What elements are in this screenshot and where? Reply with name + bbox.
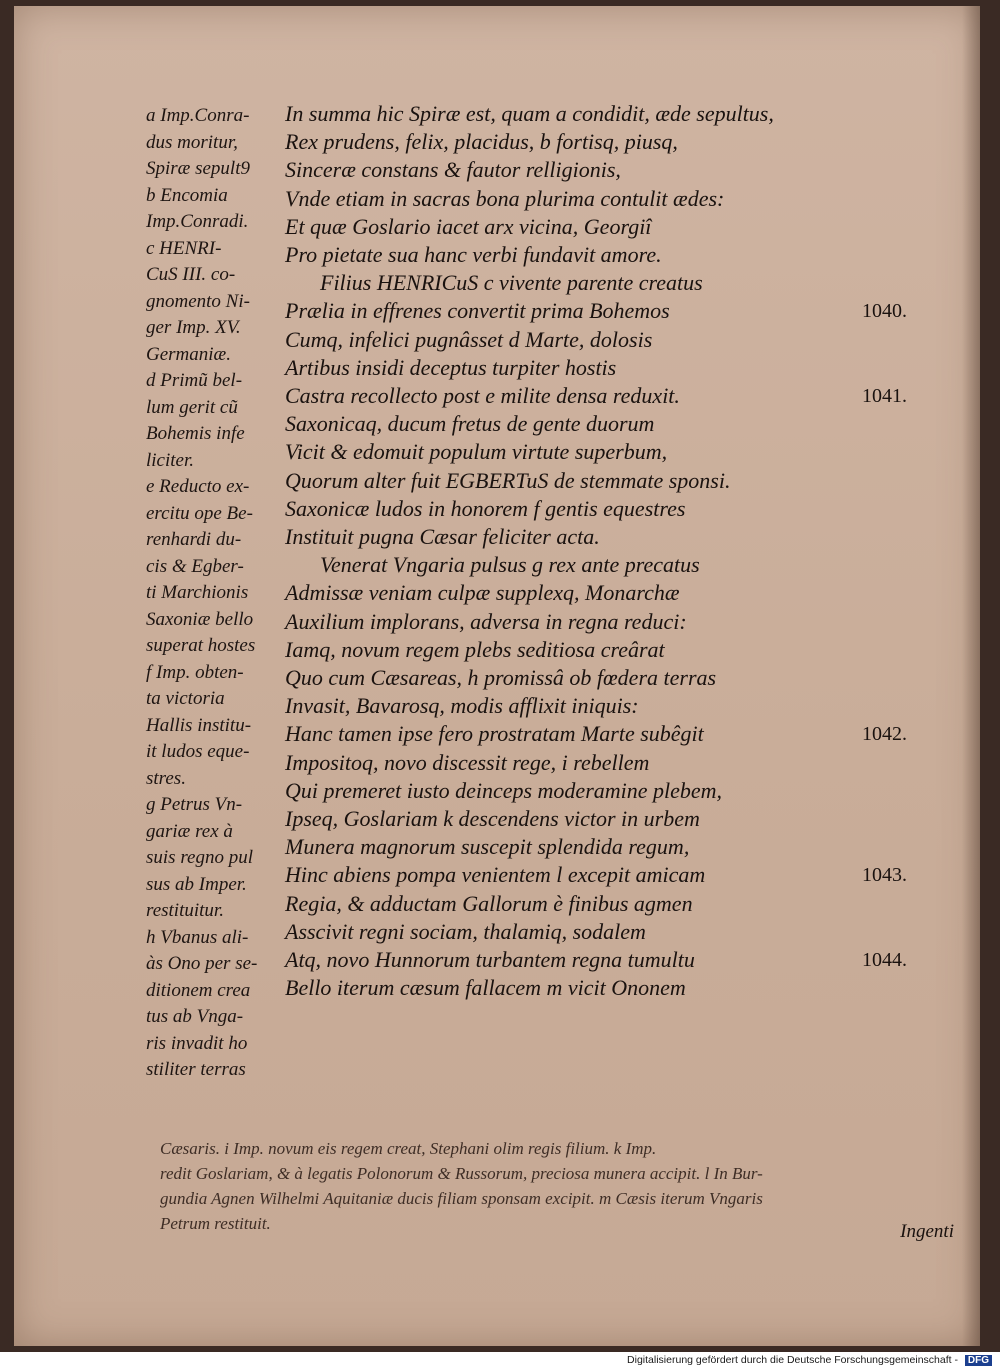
margin-note-line: às Ono per se- bbox=[146, 953, 258, 974]
verse-line: Filius HENRICuS c vivente parente creatus bbox=[320, 270, 703, 296]
margin-note-line: b Encomia bbox=[146, 184, 228, 206]
verse-line: Auxilium implorans, adversa in regna reduci: bbox=[285, 608, 687, 634]
margin-note-line: cis & Egber- bbox=[146, 555, 244, 577]
footer-credit-text: Digitalisierung gefördert durch die Deutsche Forschungsgemeinschaft - bbox=[627, 1354, 958, 1366]
margin-note-line: ris invadit ho bbox=[146, 1032, 248, 1054]
margin-note-line: ercitu ope Be- bbox=[146, 502, 253, 524]
verse-line: Regia, & adductam Gallorum è finibus agmen bbox=[285, 890, 693, 916]
verse-line: Quo cum Cæsareas, h promissâ ob fœdera terras bbox=[285, 665, 717, 691]
margin-note-line: renhardi du- bbox=[146, 529, 242, 550]
verse-line: Admissæ veniam culpæ supplexq, Monarchæ bbox=[285, 580, 680, 606]
margin-note-line: f Imp. obten- bbox=[146, 661, 244, 683]
year-marker: 1041. bbox=[862, 385, 907, 407]
verse-line: Saxonicaq, ducum fretus de gente duorum bbox=[285, 411, 655, 437]
margin-note-line: CuS III. co- bbox=[146, 264, 236, 285]
margin-note-line: it ludos eque- bbox=[146, 741, 250, 762]
verse-line: Artibus insidi deceptus turpiter hostis bbox=[285, 354, 617, 380]
verse-line: Sinceræ constans & fautor relligionis, bbox=[285, 157, 621, 183]
margin-note-line: lum gerit cũ bbox=[146, 396, 238, 418]
verse-line: Munera magnorum suscepit splendida regum, bbox=[285, 834, 690, 860]
margin-note-line: ger Imp. XV. bbox=[146, 317, 241, 338]
verse-text bbox=[285, 100, 885, 1003]
margin-note-line: d Primũ bel- bbox=[146, 370, 243, 391]
margin-note-line: ti Marchionis bbox=[146, 582, 249, 603]
margin-note-line: dus moritur, bbox=[146, 131, 238, 153]
footnote-line: Cæsaris. i Imp. novum eis regem creat, Stephani olim regis filium. k Imp. bbox=[160, 1139, 657, 1158]
margin-note-line: Spiræ sepult9 bbox=[146, 158, 250, 179]
year-marker: 1044. bbox=[862, 949, 907, 971]
year-marker: 1042. bbox=[862, 723, 907, 746]
verse-line: Rex prudens, felix, placidus, b fortisq, piusq, bbox=[285, 129, 678, 155]
margin-note-line: ta victoria bbox=[146, 688, 225, 709]
margin-notes bbox=[146, 103, 296, 1084]
margin-note-line: Bohemis infe bbox=[146, 423, 245, 444]
verse-line: Vnde etiam in sacras bona plurima contulit ædes: bbox=[285, 185, 725, 211]
verse-line: Vicit & edomuit populum virtute superbum, bbox=[285, 439, 668, 465]
year-marker: 1040. bbox=[862, 300, 907, 323]
verse-line: Pro pietate sua hanc verbi fundavit amore. bbox=[285, 242, 662, 268]
verse-line: Iamq, novum regem plebs seditiosa creârat bbox=[285, 636, 665, 662]
margin-note-line: g Petrus Vn- bbox=[146, 794, 243, 815]
margin-note-line: stiliter terras bbox=[146, 1059, 246, 1080]
margin-note-line: Germaniæ. bbox=[146, 343, 231, 365]
margin-note-line: gnomento Ni- bbox=[146, 290, 250, 312]
verse-line: Saxonicæ ludos in honorem f gentis equestres bbox=[285, 495, 686, 521]
margin-note-line: tus ab Vnga- bbox=[146, 1006, 244, 1027]
margin-note-line: Saxoniæ bello bbox=[146, 608, 254, 630]
margin-note-line: suis regno pul bbox=[146, 847, 253, 868]
verse-line: Impositoq, novo discessit rege, i rebellem bbox=[285, 749, 650, 775]
margin-note-line: e Reducto ex- bbox=[146, 476, 250, 497]
verse-line: Et quæ Goslario iacet arx vicina, Georgiî bbox=[285, 213, 652, 239]
verse-line: Ipseq, Goslariam k descendens victor in urbem bbox=[285, 806, 700, 832]
verse-line: Instituit pugna Cæsar feliciter acta. bbox=[285, 524, 600, 550]
verse-line: Quorum alter fuit EGBERTuS de stemmate sponsi. bbox=[285, 467, 731, 493]
footnote-line: gundia Agnen Wilhelmi Aquitaniæ ducis filiam sponsam excipit. m Cæsis iterum Vngaris bbox=[160, 1189, 763, 1208]
margin-note-line: restituitur. bbox=[146, 900, 224, 921]
verse-line: Venerat Vngaria pulsus g rex ante precatus bbox=[320, 552, 700, 578]
verse-line: Atq, novo Hunnorum turbantem regna tumultu bbox=[285, 947, 695, 973]
footnotes bbox=[160, 1136, 960, 1236]
footnote-line: Petrum restituit. bbox=[160, 1214, 271, 1233]
margin-note-line: Hallis institu- bbox=[146, 714, 252, 736]
verse-line: Qui premeret iusto deinceps moderamine plebem, bbox=[285, 777, 723, 803]
margin-note-line: liciter. bbox=[146, 449, 195, 471]
catchword: Ingenti bbox=[900, 1221, 954, 1242]
verse-line: Asscivit regni sociam, thalamiq, sodalem bbox=[285, 918, 646, 944]
verse-line: Cumq, infelici pugnâsset d Marte, dolosis bbox=[285, 326, 653, 352]
margin-note-line: stres. bbox=[146, 767, 186, 789]
margin-note-line: c HENRI- bbox=[146, 237, 222, 259]
footer-credit bbox=[627, 1354, 992, 1366]
margin-note-line: gariæ rex à bbox=[146, 820, 233, 842]
margin-note-line: a Imp.Conra- bbox=[146, 105, 250, 126]
margin-note-line: Imp.Conradi. bbox=[146, 211, 249, 232]
verse-line: Castra recollecto post e milite densa reduxit. bbox=[285, 383, 680, 409]
verse-line: In summa hic Spiræ est, quam a condidit, æde sepultus, bbox=[285, 101, 774, 126]
margin-note-line: superat hostes bbox=[146, 635, 256, 656]
dfg-logo: DFG bbox=[965, 1355, 992, 1366]
verse-line: Bello iterum cæsum fallacem m vicit Ononem bbox=[285, 975, 686, 1001]
footnote-line: redit Goslariam, & à legatis Polonorum & Russorum, preciosa munera accipit. l In Bur- bbox=[160, 1164, 763, 1183]
margin-note-line: sus ab Imper. bbox=[146, 873, 247, 895]
margin-note-line: ditionem crea bbox=[146, 979, 251, 1001]
year-marker: 1043. bbox=[862, 864, 907, 887]
verse-line: Prælia in effrenes convertit prima Bohemos bbox=[285, 298, 670, 324]
verse-line: Hanc tamen ipse fero prostratam Marte subêgit bbox=[285, 721, 704, 747]
verse-line: Hinc abiens pompa venientem l excepit amicam bbox=[285, 862, 706, 888]
verse-line: Invasit, Bavarosq, modis afflixit iniquis: bbox=[285, 693, 639, 719]
margin-note-line: h Vbanus ali- bbox=[146, 926, 249, 948]
